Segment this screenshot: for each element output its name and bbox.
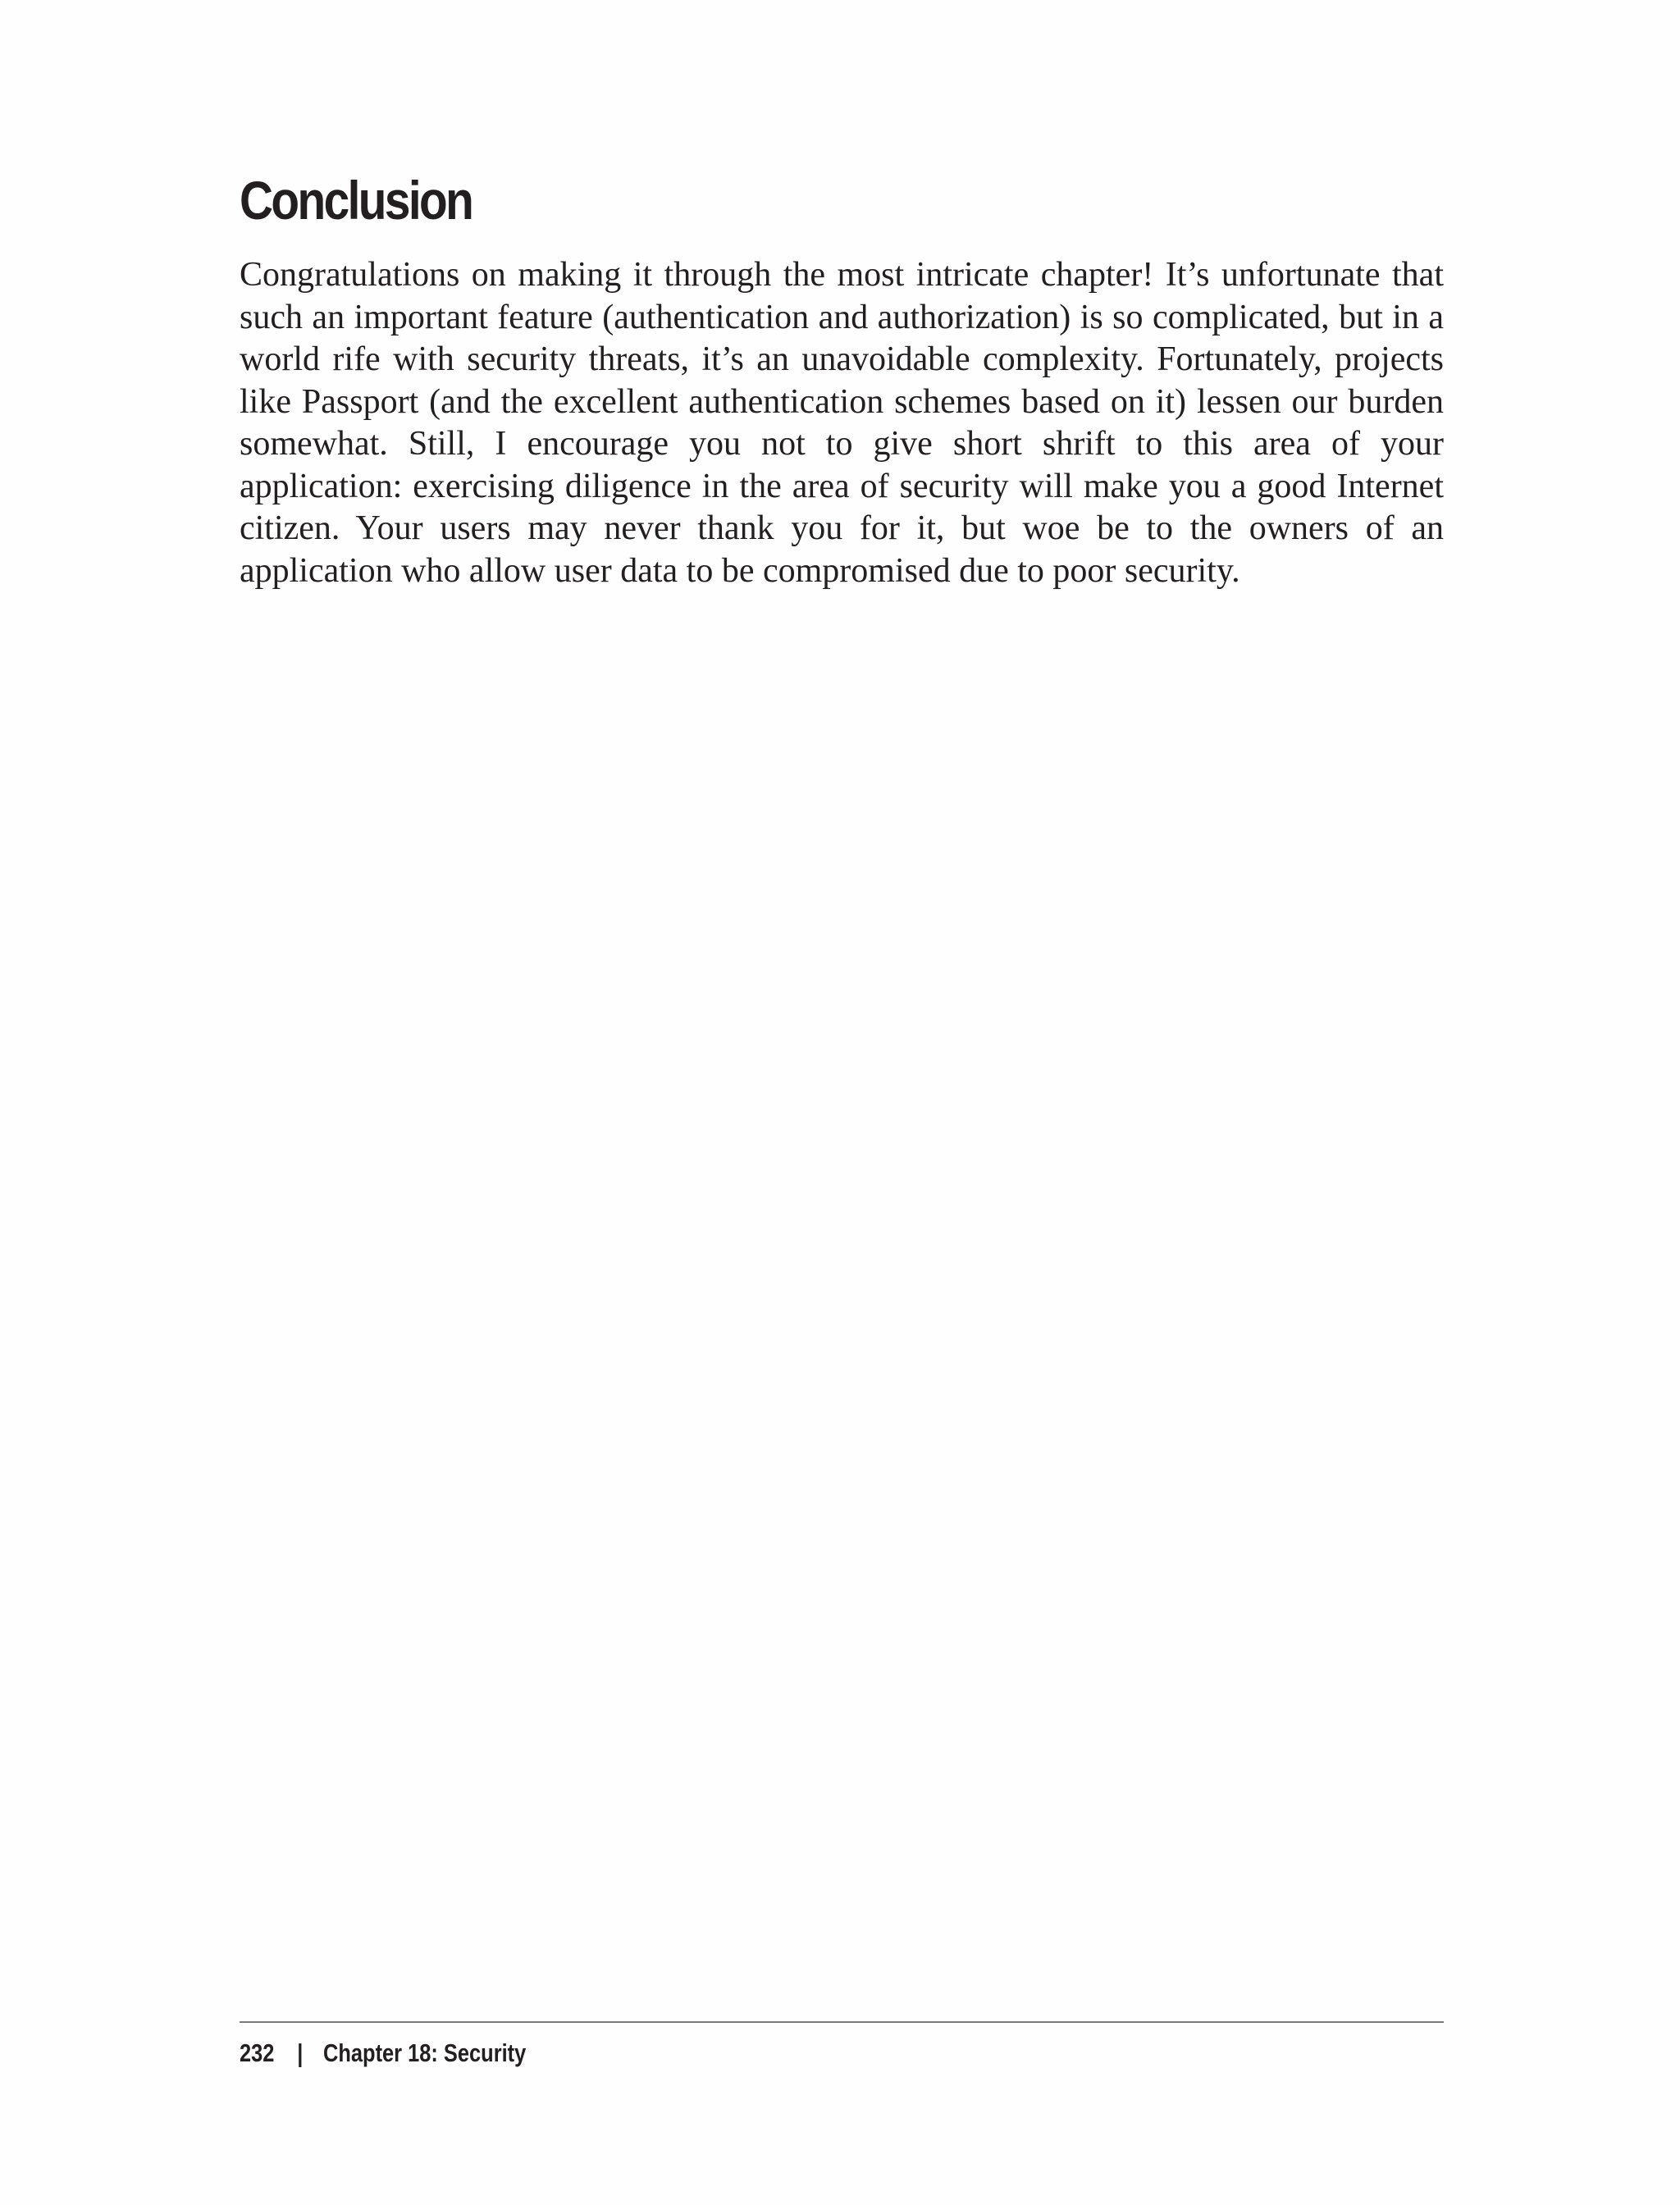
- page-number: 232: [240, 2038, 275, 2067]
- conclusion-paragraph: Congratulations on making it through the most intricate chapter! It’s unfortunate that such an important feature (authentication and authorization) is so complicated, but in a world rife with security threats, it’s an unavoidable complexity. Fortunately, projects like Passport (and the excellent authentication schemes based on it) lessen our burden somewhat. Still, I encourage you not to give short shrift to this area of your application: exercising diligence in the area of security will make you a good Internet citizen. Your users may never thank you for it, but woe be to the owners of an application who allow user data to be compromised due to poor security.: [240, 256, 1444, 590]
- page-footer: [240, 2033, 526, 2074]
- chapter-title: Chapter 18: Security: [323, 2038, 527, 2067]
- section-heading: Conclusion: [240, 170, 472, 231]
- footer-separator: |: [297, 2038, 304, 2067]
- footer-divider: [240, 2021, 1444, 2023]
